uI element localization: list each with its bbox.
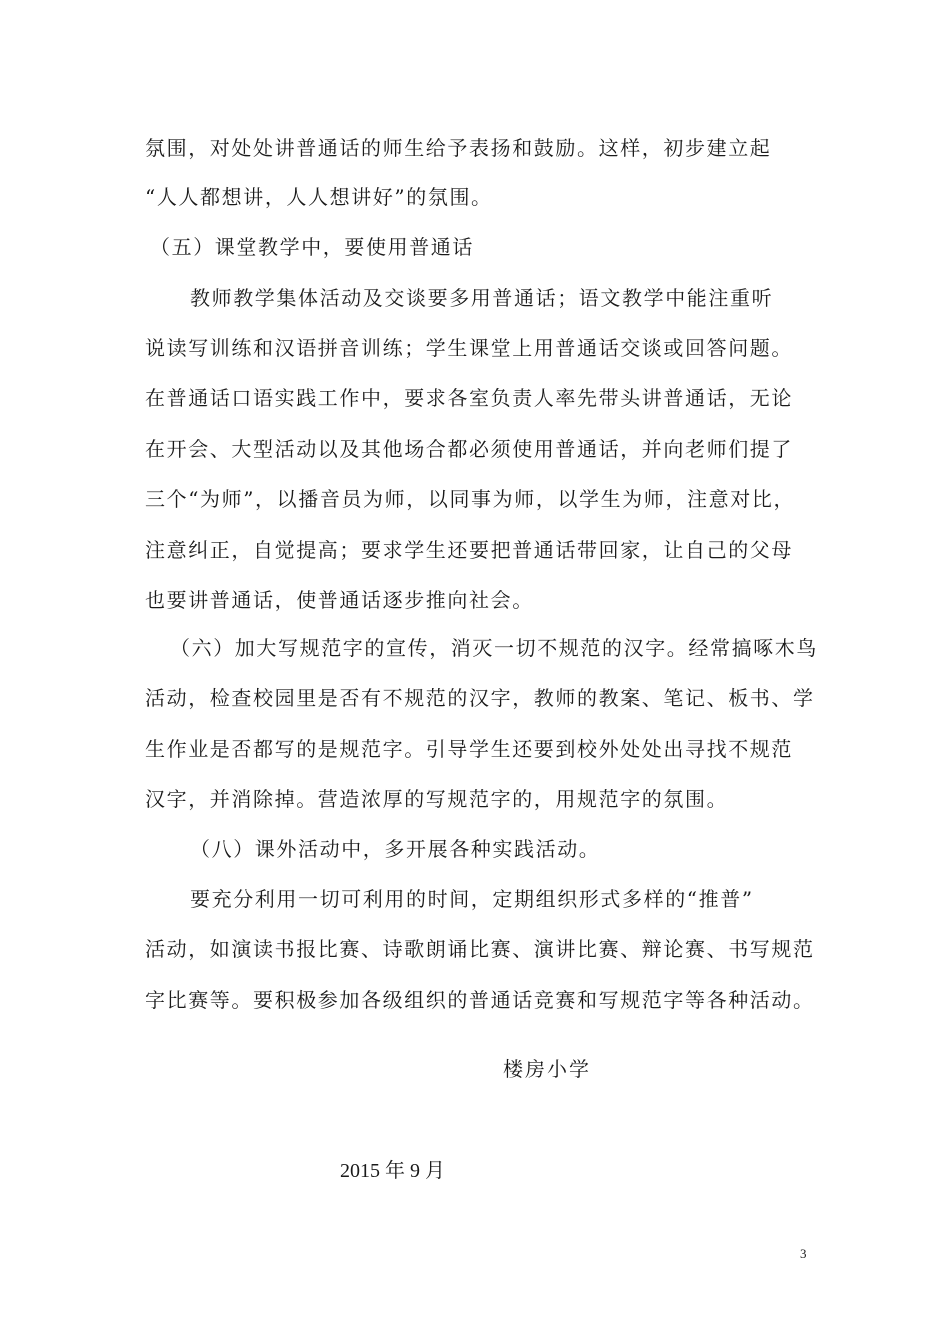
page-number: 3 — [800, 1246, 807, 1261]
body-line: 字比赛等。要积极参加各级组织的普通话竞赛和写规范字等各种活动。 — [145, 988, 815, 1012]
body-line: 生作业是否都写的是规范字。引导学生还要到校外处处出寻找不规范 — [145, 737, 793, 761]
body-line: 也要讲普通话，使普通话逐步推向社会。 — [145, 588, 534, 612]
body-line: 说读写训练和汉语拼音训练；学生课堂上用普通话交谈或回答问题。 — [145, 336, 793, 360]
body-line: 氛围，对处处讲普通话的师生给予表扬和鼓励。这样，初步建立起 — [145, 136, 772, 160]
body-line: 活动，检查校园里是否有不规范的汉字，教师的教案、笔记、板书、学 — [145, 686, 815, 710]
section-heading-five: （五）课堂教学中，要使用普通话 — [150, 235, 474, 259]
body-line: 教师教学集体活动及交谈要多用普通话；语文教学中能注重听 — [190, 286, 774, 310]
body-line: 汉字，并消除掉。营造浓厚的写规范字的，用规范字的氛围。 — [145, 787, 729, 811]
section-heading-eight: （八）课外活动中，多开展各种实践活动。 — [190, 837, 601, 861]
body-line: 三个“为师”，以播音员为师，以同事为师，以学生为师，注意对比， — [145, 487, 796, 511]
section-heading-six: （六）加大写规范字的宣传，消灭一切不规范的汉字。经常搞啄木鸟 — [170, 636, 818, 660]
body-line: “人人都想讲，人人想讲好”的氛围。 — [145, 185, 493, 209]
body-line: 活动，如演读书报比赛、诗歌朗诵比赛、演讲比赛、辩论赛、书写规范 — [145, 937, 815, 961]
signature-date: 2015 年 9 月 — [340, 1160, 445, 1182]
body-line: 在开会、大型活动以及其他场合都必须使用普通话，并向老师们提了 — [145, 437, 793, 461]
body-line: 注意纠正，自觉提高；要求学生还要把普通话带回家，让自己的父母 — [145, 538, 793, 562]
signature-school-name: 楼房小学 — [503, 1057, 591, 1081]
body-line: 要充分利用一切可利用的时间，定期组织形式多样的“推普” — [190, 887, 754, 911]
body-line: 在普通话口语实践工作中，要求各室负责人率先带头讲普通话，无论 — [145, 386, 793, 410]
